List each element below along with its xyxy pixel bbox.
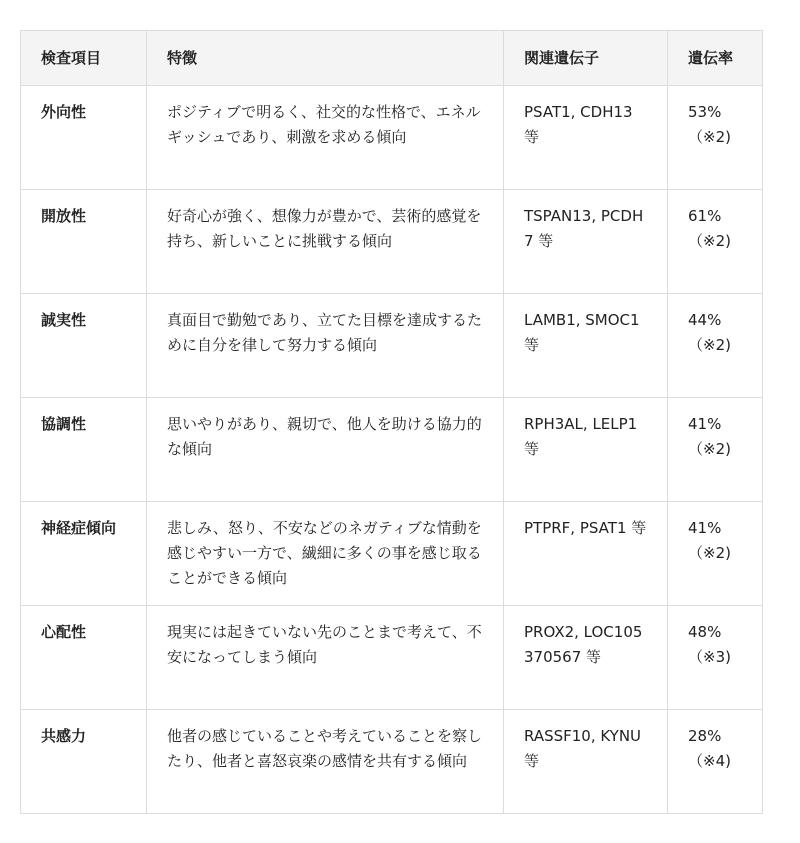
cell-genes: PTPRF, PSAT1 等 <box>504 502 668 606</box>
cell-genes: RASSF10, KYNU 等 <box>504 710 668 814</box>
cell-feature: 思いやりがあり、親切で、他人を助ける協力的な傾向 <box>147 398 504 502</box>
table-row <box>21 86 763 190</box>
cell-genes: PSAT1, CDH13 等 <box>504 86 668 190</box>
cell-item: 開放性 <box>21 190 147 294</box>
cell-item: 共感力 <box>21 710 147 814</box>
cell-genes: RPH3AL, LELP1 等 <box>504 398 668 502</box>
table-row <box>21 294 763 398</box>
cell-heritability: 44%（※2) <box>668 294 763 398</box>
cell-feature: 他者の感じていることや考えていることを察したり、他者と喜怒哀楽の感情を共有する傾向 <box>147 710 504 814</box>
cell-feature: 好奇心が強く、想像力が豊かで、芸術的感覚を持ち、新しいことに挑戦する傾向 <box>147 190 504 294</box>
header-row <box>21 31 763 86</box>
cell-item: 神経症傾向 <box>21 502 147 606</box>
table-body <box>21 86 763 814</box>
cell-feature: 真面目で勤勉であり、立てた目標を達成するために自分を律して努力する傾向 <box>147 294 504 398</box>
table-row <box>21 502 763 606</box>
cell-heritability: 28%（※4) <box>668 710 763 814</box>
trait-table <box>20 30 763 814</box>
table-row <box>21 606 763 710</box>
trait-table-container <box>20 30 762 814</box>
cell-heritability: 48%（※3) <box>668 606 763 710</box>
cell-item: 協調性 <box>21 398 147 502</box>
table-row <box>21 710 763 814</box>
cell-heritability: 41%（※2) <box>668 398 763 502</box>
cell-item: 外向性 <box>21 86 147 190</box>
cell-feature: 悲しみ、怒り、不安などのネガティブな情動を感じやすい一方で、繊細に多くの事を感じ取ることができる傾向 <box>147 502 504 606</box>
header-item: 検査項目 <box>21 31 147 86</box>
cell-feature: 現実には起きていない先のことまで考えて、不安になってしまう傾向 <box>147 606 504 710</box>
cell-heritability: 53%（※2) <box>668 86 763 190</box>
cell-heritability: 41%（※2) <box>668 502 763 606</box>
cell-genes: LAMB1, SMOC1 等 <box>504 294 668 398</box>
cell-genes: PROX2, LOC105370567 等 <box>504 606 668 710</box>
table-header <box>21 31 763 86</box>
table-row <box>21 190 763 294</box>
cell-heritability: 61%（※2) <box>668 190 763 294</box>
cell-feature: ポジティブで明るく、社交的な性格で、エネルギッシュであり、刺激を求める傾向 <box>147 86 504 190</box>
cell-item: 誠実性 <box>21 294 147 398</box>
header-feature: 特徴 <box>147 31 504 86</box>
cell-genes: TSPAN13, PCDH7 等 <box>504 190 668 294</box>
header-genes: 関連遺伝子 <box>504 31 668 86</box>
table-row <box>21 398 763 502</box>
header-heritability: 遺伝率 <box>668 31 763 86</box>
cell-item: 心配性 <box>21 606 147 710</box>
